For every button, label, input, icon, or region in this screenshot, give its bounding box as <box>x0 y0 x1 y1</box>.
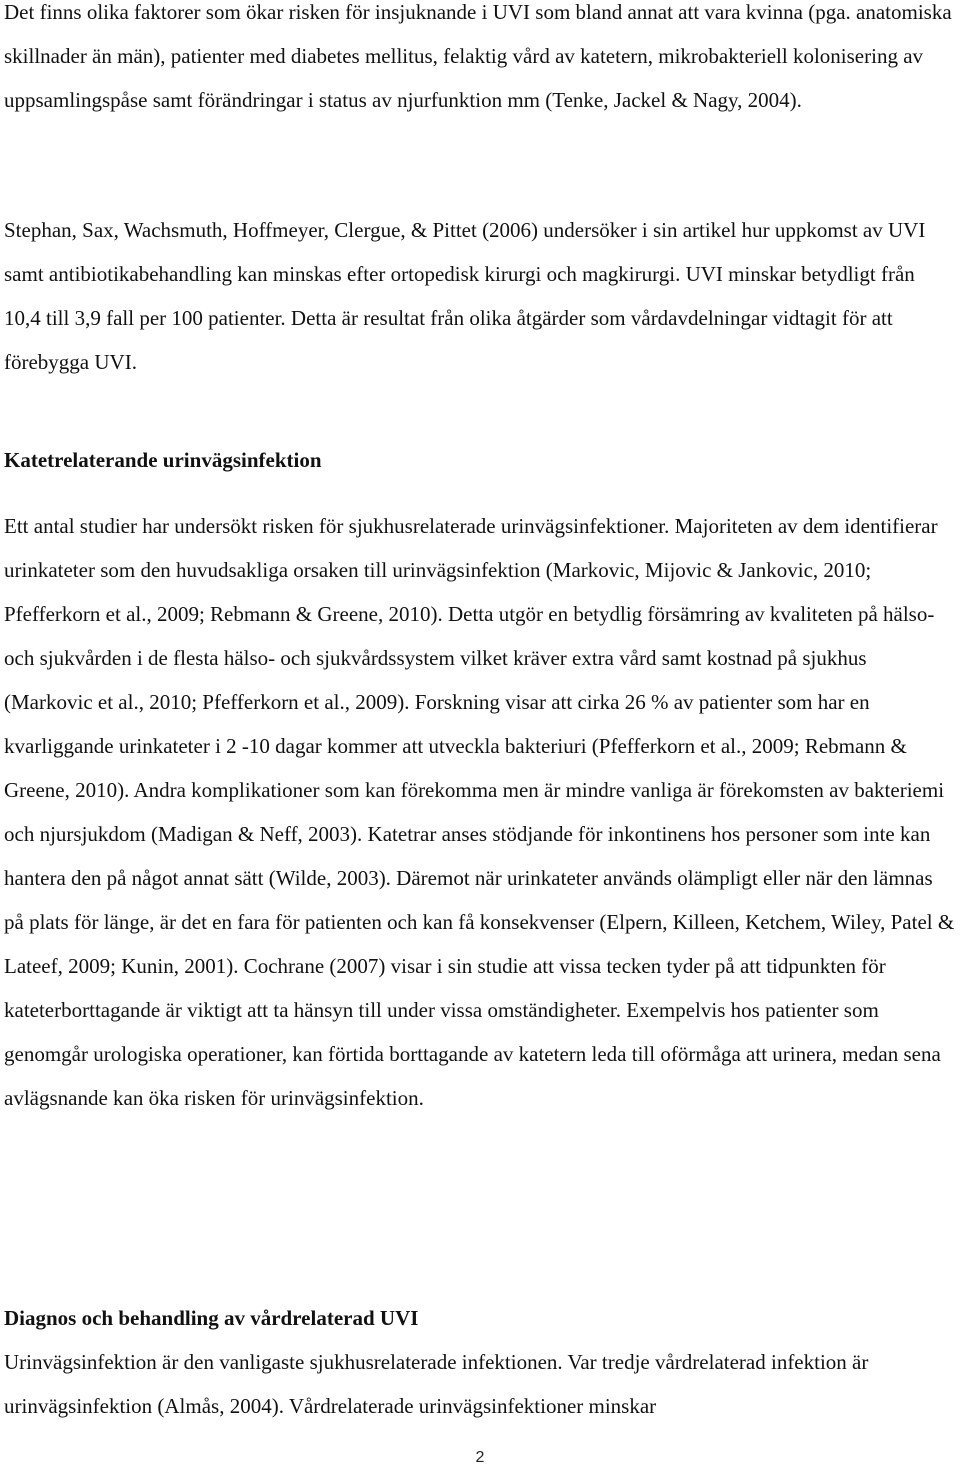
page-number: 2 <box>475 1449 485 1466</box>
paragraph-risk-factors: Det finns olika faktorer som ökar risken för insjuknande i UVI som bland annat att vara kvinna (pga. anatomiska skillnader än män), patienter med diabetes mellitus, felaktig vård av katetern, mikrobakteriell kolonisering av uppsamlingspåse samt förändringar i status av njurfunktion mm (Tenke, Jackel & Nagy, 2004). <box>4 0 952 112</box>
section-heading-catheter-uti: Katetrelaterande urinvägsinfektion <box>4 448 322 472</box>
section-heading-diagnosis-treatment: Diagnos och behandling av vårdrelaterad UVI <box>4 1306 419 1330</box>
paragraph-uti-prevalence: Urinvägsinfektion är den vanligaste sjukhusrelaterade infektionen. Var tredje vårdrelaterad infektion är urinvägsinfektion (Almås, 2004). Vårdrelaterade urinvägsinfektioner minskar <box>4 1350 869 1418</box>
paragraph-catheter-studies: Ett antal studier har undersökt risken för sjukhusrelaterade urinvägsinfektioner. Majoriteten av dem identifierar urinkateter som den huvudsakliga orsaken till urinvägsinfektion (Markovic, Mijovic & Jankovic, 2010; Pfefferkorn et al., 2009; Rebmann & Greene, 2010). Detta utgör en betydlig försämring av kvaliteten på hälso- och sjukvården i de flesta hälso- och sjukvårdssystem vilket kräver extra vård samt kostnad på sjukhus (Markovic et al., 2010; Pfefferkorn et al., 2009). Forskning visar att cirka 26 % av patienter som har en kvarliggande urinkateter i 2 -10 dagar kommer att utveckla bakteriuri (Pfefferkorn et al., 2009; Rebmann & Greene, 2010). Andra komplikationer som kan förekomma men är mindre vanliga är förekomsten av bakteriemi och njursjukdom (Madigan & Neff, 2003). Katetrar anses stödjande för inkontinens hos personer som inte kan hantera den på något annat sätt (Wilde, 2003). Däremot när urinkateter används olämpligt eller när den lämnas på plats för länge, är det en fara för patienten och kan få konsekvenser (Elpern, Killeen, Ketchem, Wiley, Patel & Lateef, 2009; Kunin, 2001). Cochrane (2007) visar i sin studie att vissa tecken tyder på att tidpunkten för kateterborttagande är viktigt att ta hänsyn till under vissa omständigheter. Exempelvis hos patienter som genomgår urologiska operationer, kan förtida borttagande av katetern leda till oförmåga att urinera, medan sena avlägsnande kan öka risken för urinvägsinfektion. <box>4 514 955 1110</box>
paragraph-stephan-study: Stephan, Sax, Wachsmuth, Hoffmeyer, Clergue, & Pittet (2006) undersöker i sin artikel hur uppkomst av UVI samt antibiotikabehandling kan minskas efter ortopedisk kirurgi och magkirurgi. UVI minskar betydligt från 10,4 till 3,9 fall per 100 patienter. Detta är resultat från olika åtgärder som vårdavdelningar vidtagit för att förebygga UVI. <box>4 218 926 374</box>
